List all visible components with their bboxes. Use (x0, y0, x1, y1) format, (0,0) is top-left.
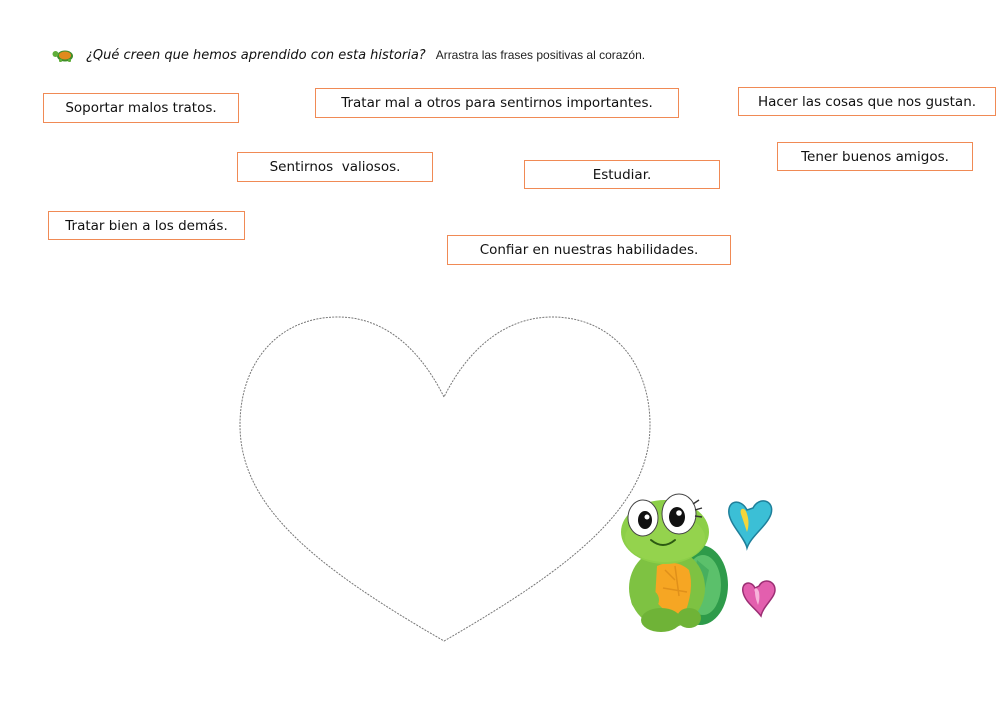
turtle-icon (52, 47, 76, 63)
phrase-card[interactable]: Estudiar. (524, 160, 720, 189)
phrase-card[interactable]: Confiar en nuestras habilidades. (447, 235, 731, 265)
instruction-task: Arrastra las frases positivas al corazón. (435, 48, 646, 62)
phrase-card[interactable]: Hacer las cosas que nos gustan. (738, 87, 996, 116)
drop-zone-heart[interactable] (230, 305, 660, 650)
instruction-question: ¿Qué creen que hemos aprendido con esta historia? (86, 47, 426, 63)
phrase-card[interactable]: Tratar bien a los demás. (48, 211, 245, 240)
pink-heart-icon (743, 581, 775, 616)
phrase-card[interactable]: Tratar mal a otros para sentirnos importantes. (315, 88, 679, 118)
phrase-card[interactable]: Sentirnos valiosos. (237, 152, 433, 182)
instructions-header (52, 44, 645, 66)
phrase-card[interactable]: Soportar malos tratos. (43, 93, 239, 123)
phrase-card[interactable]: Tener buenos amigos. (777, 142, 973, 171)
teal-heart-icon (729, 501, 772, 548)
turtle-mascot (605, 470, 795, 640)
